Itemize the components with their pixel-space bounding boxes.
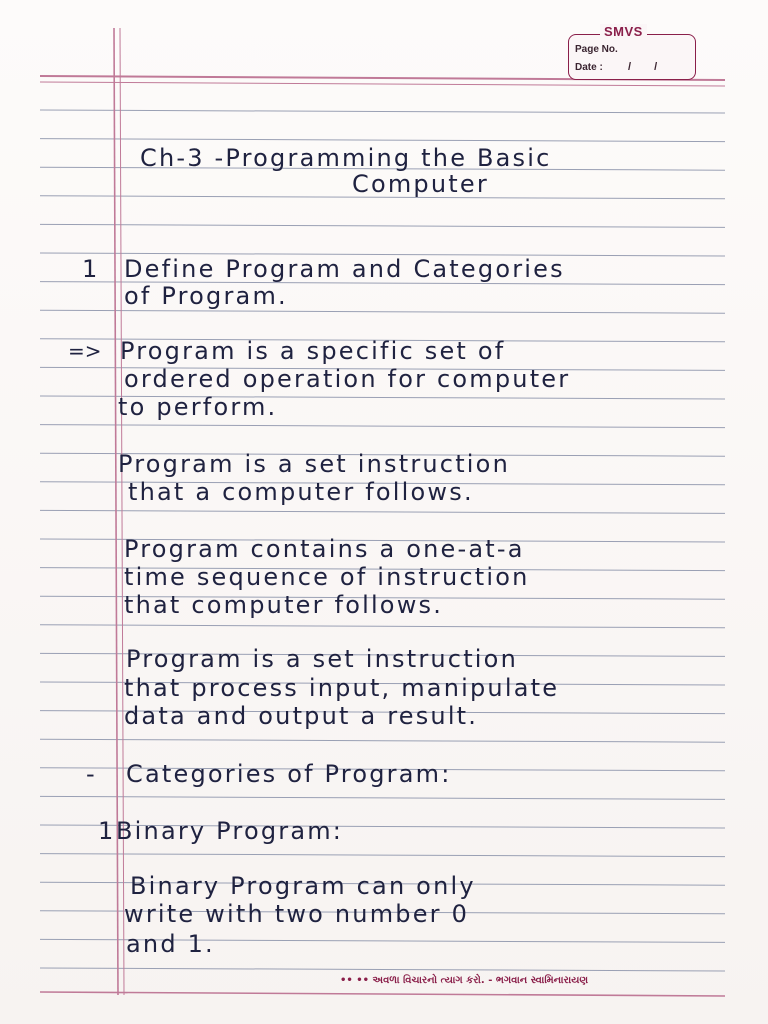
category-1-title: Binary Program:	[116, 817, 344, 845]
answer-para-2-line-2: that a computer follows.	[128, 478, 474, 506]
footer-quote: •• •• અવળા વિચારનો ત્યાગ કરો. - ભગવાન સ્વામિનારાયણ	[340, 975, 589, 986]
category-1-number: 1	[98, 817, 114, 845]
chapter-title-line-1: Ch-3 -Programming the Basic	[140, 144, 552, 172]
chapter-title-line-2: Computer	[352, 170, 489, 198]
answer-marker: =>	[68, 339, 102, 363]
question-number: 1	[82, 255, 98, 283]
page-date-box	[568, 34, 696, 80]
answer-para-1-line-2: ordered operation for computer	[124, 365, 571, 393]
brand-logo: SMVS	[600, 24, 647, 39]
question-line-1: Define Program and Categories	[124, 255, 565, 283]
answer-para-3-line-1: Program contains a one-at-a	[124, 535, 525, 563]
answer-para-3-line-3: that computer follows.	[124, 591, 444, 619]
category-1-line-3: and 1.	[126, 930, 215, 958]
answer-para-4-line-3: data and output a result.	[124, 702, 479, 730]
date-value: / /	[628, 61, 658, 73]
answer-para-1-line-1: Program is a specific set of	[120, 337, 506, 365]
page-no-label: Page No.	[575, 44, 618, 55]
answer-para-4-line-2: that process input, manipulate	[124, 674, 560, 702]
answer-para-4-line-1: Program is a set instruction	[126, 645, 518, 673]
answer-para-1-line-3: to perform.	[118, 393, 278, 421]
date-label: Date :	[575, 62, 603, 73]
categories-marker: -	[86, 760, 95, 788]
question-line-2: of Program.	[124, 282, 288, 310]
answer-para-2-line-1: Program is a set instruction	[118, 450, 510, 478]
category-1-line-1: Binary Program can only	[130, 872, 476, 900]
categories-heading: Categories of Program:	[126, 760, 452, 788]
category-1-line-2: write with two number 0	[124, 900, 470, 928]
answer-para-3-line-2: time sequence of instruction	[124, 563, 530, 591]
